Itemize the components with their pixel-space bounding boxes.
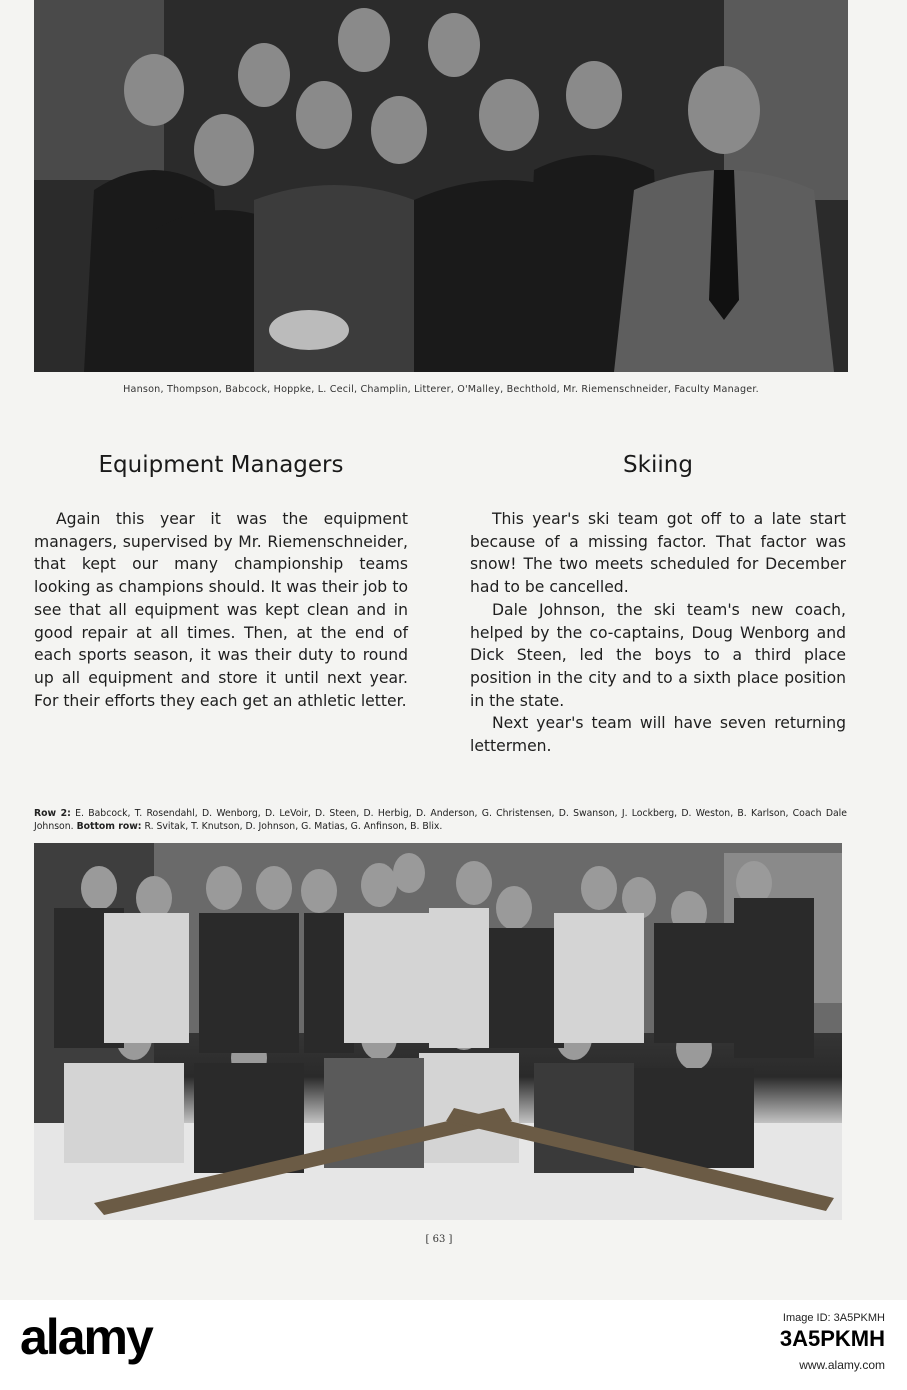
- row2-names: E. Babcock, T. Rosendahl, D. Wenborg, D. LeVoir, D. Steen, D. Herbig, D. Anderson, G. Christensen, D. Swanson, J. Lockberg, D. Weston, B. Karlson, Coach Dale Johnson.: [34, 808, 847, 832]
- equipment-managers-article: [34, 508, 408, 712]
- ski-team-caption: [34, 808, 847, 833]
- alamy-logo: alamy: [20, 1309, 152, 1365]
- skiing-paragraph-1: This year's ski team got off to a late start because of a missing factor. That factor was snow! The two meets scheduled for December had to be cancelled.: [470, 510, 846, 597]
- image-id-label: Image ID: 3A5PKMH: [782, 1312, 885, 1324]
- page-number: [ 63 ]: [425, 1234, 453, 1245]
- watermark-footer: [0, 1300, 907, 1390]
- group-photo-illustration: [34, 0, 848, 372]
- bottom-row-label: Bottom row:: [76, 820, 142, 832]
- equipment-managers-photo: [34, 0, 848, 372]
- skiing-article: [470, 508, 846, 758]
- equipment-photo-caption: Hanson, Thompson, Babcock, Hoppke, L. Cecil, Champlin, Litterer, O'Malley, Bechthold, Mr. Riemenschneider, Faculty Manager.: [123, 384, 759, 395]
- bottom-row-names: R. Svitak, T. Knutson, D. Johnson, G. Matias, G. Anfinson, B. Blix.: [144, 820, 443, 832]
- equipment-managers-heading: Equipment Managers: [98, 452, 344, 478]
- skiing-heading: Skiing: [623, 452, 693, 478]
- site-url: www.alamy.com: [799, 1358, 885, 1372]
- image-id: 3A5PKMH: [779, 1326, 885, 1351]
- ski-team-photo: [34, 843, 842, 1220]
- equipment-paragraph: Again this year it was the equipment managers, supervised by Mr. Riemenschneider, that kept our many championship teams looking as champions should. It was their job to see that all equipment was kept clean and in good repair at all times. Then, at the end of each sports season, it was their duty to round up all equipment and store it until next year. For their efforts they each get an athletic letter.: [34, 510, 408, 710]
- row2-label: Row 2:: [34, 808, 71, 819]
- ski-team-illustration: [34, 843, 842, 1220]
- skiing-paragraph-2: Dale Johnson, the ski team's new coach, helped by the co-captains, Doug Wenborg and Dick Steen, led the boys to a third place position in the city and to a sixth place position in the state.: [470, 600, 846, 710]
- skiing-paragraph-3: Next year's team will have seven returning lettermen.: [470, 714, 846, 756]
